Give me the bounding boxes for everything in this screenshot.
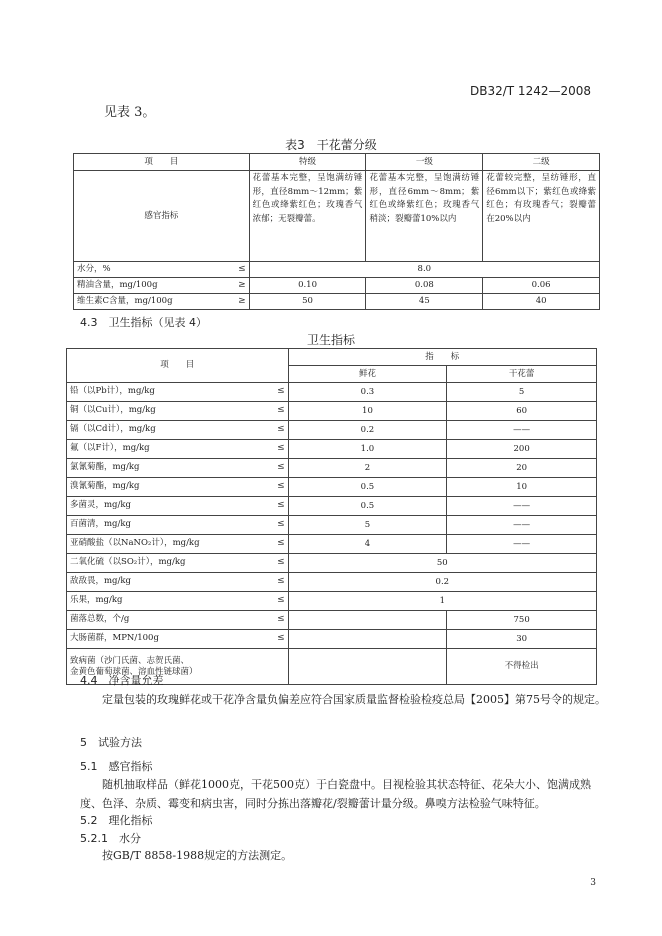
table4-header-row <box>67 349 597 366</box>
row-label: 敌敌畏，mg/kg <box>70 576 131 587</box>
table4-row <box>67 478 597 497</box>
section-4-4-heading: 4.4 净含量允差 <box>80 674 164 687</box>
pathogen-fresh-empty <box>288 649 447 685</box>
row-label-cell <box>67 592 289 611</box>
table3-sensory-row <box>74 171 600 262</box>
table3-row-vitc <box>74 294 600 310</box>
row-merged-value: 50 <box>288 554 596 573</box>
table4-row <box>67 421 597 440</box>
row-label: 乐果，mg/kg <box>70 595 123 606</box>
table3-header-first: 一级 <box>366 154 483 171</box>
row-dry: —— <box>447 535 597 554</box>
row-label: 百菌清，mg/kg <box>70 519 131 530</box>
table3-header-row <box>74 154 600 171</box>
table4-item-header: 项 目 <box>67 349 289 383</box>
row-dry: —— <box>447 497 597 516</box>
row-symbol: ≤ <box>277 424 285 435</box>
row-symbol: ≤ <box>277 576 285 587</box>
section-4-3-heading: 4.3 卫生指标（见表 4） <box>80 316 207 329</box>
table4-fresh-header: 鲜花 <box>288 366 447 383</box>
row-dry: —— <box>447 516 597 535</box>
row-label: 菌落总数，个/g <box>70 614 130 625</box>
row-dry: 5 <box>447 383 597 402</box>
row-dry: —— <box>447 421 597 440</box>
row-dry: 10 <box>447 478 597 497</box>
row-symbol: ≤ <box>277 462 285 473</box>
row-symbol: ≤ <box>277 443 285 454</box>
sensory-second: 花蕾较完整，呈纺锤形，直径6mm以下；紫红色或绛紫红色；有玫瑰香气；裂瓣蕾在20%以内 <box>483 171 600 262</box>
oil-special: 0.10 <box>249 278 366 294</box>
sensory-special: 花蕾基本完整，呈饱满纺锤形，直径8mm～12mm；紫红色或绛紫红色；玫瑰香气浓郁；无裂瓣蕾。 <box>249 171 366 262</box>
section-4-4-body: 定量包装的玫瑰鲜花或干花净含量负偏差应符合国家质量监督检验检疫总局【2005】第75号令的规定。 <box>102 693 606 706</box>
row-label-cell <box>67 421 289 440</box>
table4-row <box>67 516 597 535</box>
section-5-heading: 5 试验方法 <box>80 736 142 749</box>
row-label: 氯氰菊酯，mg/kg <box>70 462 140 473</box>
row-label-cell <box>67 478 289 497</box>
row-dry: 60 <box>447 402 597 421</box>
vitc-label: 维生素C含量，mg/100g <box>77 295 173 306</box>
table3-grading <box>73 153 600 310</box>
table4-row <box>67 535 597 554</box>
oil-second: 0.06 <box>483 278 600 294</box>
table4-micro-row <box>67 630 597 649</box>
row-fresh: 0.5 <box>288 497 447 516</box>
table3-header-special: 特级 <box>249 154 366 171</box>
pathogen-label-line2: 金黄色葡萄球菌、溶血性链球菌） <box>70 666 198 677</box>
row-fresh-empty <box>288 611 447 630</box>
row-merged-value: 0.2 <box>288 573 596 592</box>
row-label-cell <box>67 497 289 516</box>
moisture-symbol: ≤ <box>238 263 246 274</box>
standard-code: DB32/T 1242—2008 <box>470 84 592 98</box>
row-label: 镉（以Cd计），mg/kg <box>70 424 156 435</box>
row-label-cell <box>67 516 289 535</box>
row-label: 多菌灵，mg/kg <box>70 500 131 511</box>
row-fresh: 0.2 <box>288 421 447 440</box>
row-fresh: 0.5 <box>288 478 447 497</box>
row-label: 亚硝酸盐（以NaNO₂计），mg/kg <box>70 538 200 549</box>
table3-row-moisture <box>74 262 600 278</box>
row-symbol: ≤ <box>277 595 285 606</box>
row-label-cell <box>67 573 289 592</box>
vitc-special: 50 <box>249 294 366 310</box>
row-symbol: ≤ <box>277 405 285 416</box>
row-label: 铅（以Pb计），mg/kg <box>70 386 155 397</box>
row-symbol: ≤ <box>277 519 285 530</box>
row-merged-value: 1 <box>288 592 596 611</box>
row-label-cell <box>67 383 289 402</box>
row-fresh: 0.3 <box>288 383 447 402</box>
table4-micro-row <box>67 611 597 630</box>
row-label: 大肠菌群，MPN/100g <box>70 633 159 644</box>
table3-caption: 表3 干花蕾分级 <box>285 138 377 152</box>
table4-row <box>67 459 597 478</box>
oil-label-cell <box>74 278 250 294</box>
row-symbol: ≤ <box>277 500 285 511</box>
row-symbol: ≤ <box>277 557 285 568</box>
oil-label: 精油含量，mg/100g <box>77 279 158 290</box>
row-label-cell <box>67 554 289 573</box>
row-symbol: ≤ <box>277 633 285 644</box>
row-label: 溴氰菊酯，mg/kg <box>70 481 140 492</box>
table4-merged-row <box>67 554 597 573</box>
pathogen-value: 不得检出 <box>447 649 597 685</box>
row-symbol: ≤ <box>277 481 285 492</box>
row-fresh: 2 <box>288 459 447 478</box>
table4-row <box>67 440 597 459</box>
table4-caption: 卫生指标 <box>306 333 355 347</box>
row-dry: 750 <box>447 611 597 630</box>
table4-row <box>67 402 597 421</box>
row-symbol: ≤ <box>277 614 285 625</box>
section-5-2-1-heading: 5.2.1 水分 <box>80 832 141 845</box>
row-label-cell <box>67 440 289 459</box>
table4-row <box>67 497 597 516</box>
table4-row <box>67 383 597 402</box>
table4-dry-header: 干花蕾 <box>447 366 597 383</box>
table4-hygiene <box>66 348 597 685</box>
row-label-cell <box>67 611 289 630</box>
row-symbol: ≤ <box>277 386 285 397</box>
row-label-cell <box>67 630 289 649</box>
sensory-first: 花蕾基本完整，呈饱满纺锤形，直径6mm～8mm；紫红色或绛紫红色；玫瑰香气稍淡；裂瓣蕾10%以内 <box>366 171 483 262</box>
vitc-symbol: ≥ <box>238 295 246 306</box>
moisture-label-cell <box>74 262 250 278</box>
row-fresh: 10 <box>288 402 447 421</box>
moisture-value: 8.0 <box>249 262 599 278</box>
table4-merged-row <box>67 573 597 592</box>
row-fresh: 5 <box>288 516 447 535</box>
vitc-second: 40 <box>483 294 600 310</box>
section-5-1-body: 随机抽取样品（鲜花1000克，干花500克）于白瓷盘中。目视检验其状态特征、花朵大小、饱满成熟度、色泽、杂质、霉变和病虫害，同时分拣出落瓣花/裂瓣蕾计量分级。鼻嗅方法检验气味特征。 <box>80 778 591 811</box>
page-number: 3 <box>590 878 596 888</box>
section-5-1-heading: 5.1 感官指标 <box>80 760 153 773</box>
row-symbol: ≤ <box>277 538 285 549</box>
oil-symbol: ≥ <box>238 279 246 290</box>
section-5-2-heading: 5.2 理化指标 <box>80 814 153 827</box>
moisture-label: 水分，% <box>77 263 111 274</box>
table3-header-second: 二级 <box>483 154 600 171</box>
row-label-cell <box>67 459 289 478</box>
row-label-cell <box>67 402 289 421</box>
row-label: 氟（以F计），mg/kg <box>70 443 150 454</box>
section-5-2-1-body: 按GB/T 8858-1988规定的方法测定。 <box>102 849 293 862</box>
row-label: 铜（以Cu计），mg/kg <box>70 405 156 416</box>
see-table-3-text: 见表 3。 <box>104 105 156 120</box>
row-dry: 20 <box>447 459 597 478</box>
oil-first: 0.08 <box>366 278 483 294</box>
row-label-cell <box>67 535 289 554</box>
table3-row-oil <box>74 278 600 294</box>
vitc-label-cell <box>74 294 250 310</box>
row-label: 二氧化硫（以SO₂计），mg/kg <box>70 557 186 568</box>
sensory-label: 感官指标 <box>74 171 250 262</box>
row-fresh: 1.0 <box>288 440 447 459</box>
table4-merged-row <box>67 592 597 611</box>
row-dry: 30 <box>447 630 597 649</box>
row-dry: 200 <box>447 440 597 459</box>
table4-index-header: 指 标 <box>288 349 596 366</box>
table3-header-item: 项 目 <box>74 154 250 171</box>
pathogen-label-line1: 致病菌（沙门氏菌、志贺氏菌、 <box>70 655 190 666</box>
row-fresh: 4 <box>288 535 447 554</box>
vitc-first: 45 <box>366 294 483 310</box>
row-fresh-empty <box>288 630 447 649</box>
